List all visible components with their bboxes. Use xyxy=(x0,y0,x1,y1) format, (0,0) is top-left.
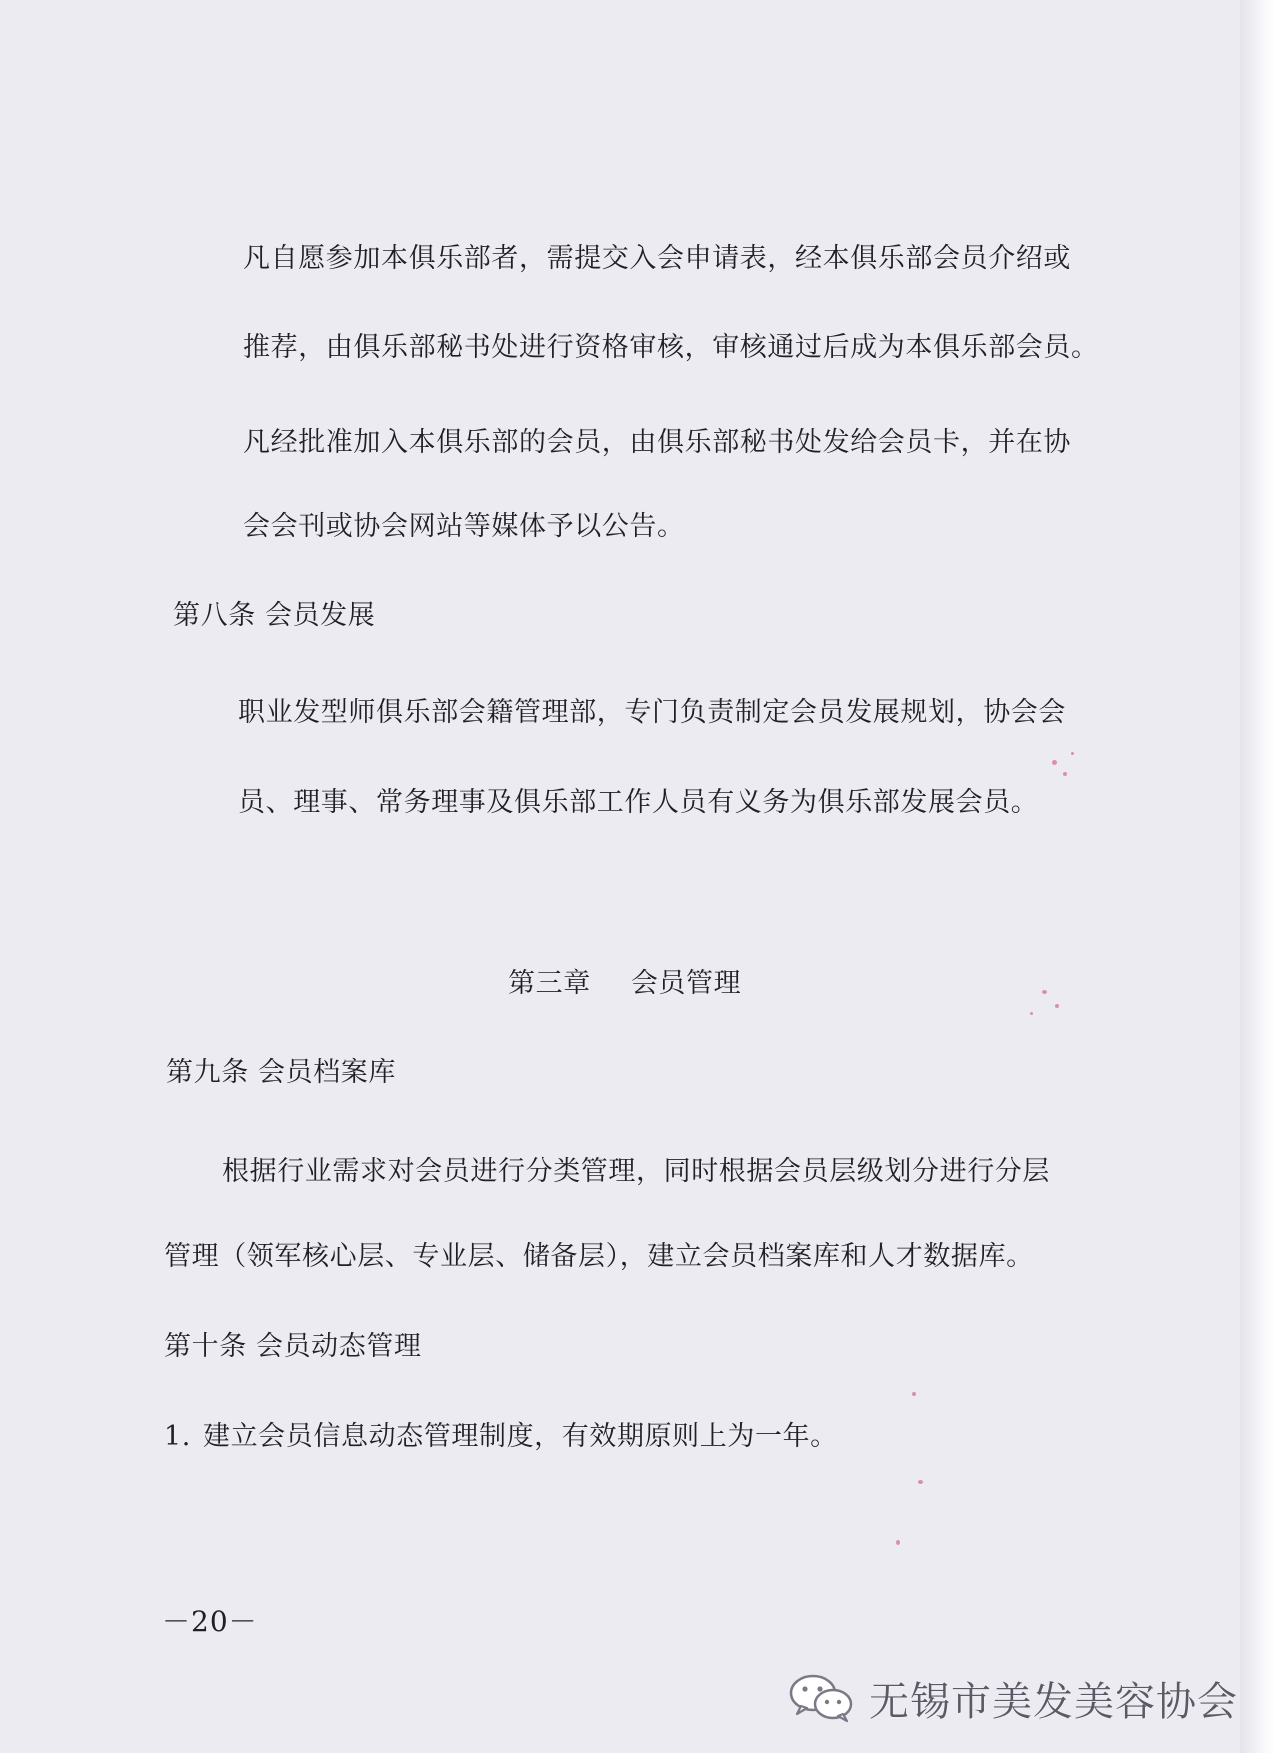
chapter-title: 会员管理 xyxy=(630,968,742,999)
watermark xyxy=(785,1668,1238,1728)
paragraph-line: 职业发型师俱乐部会籍管理部，专门负责制定会员发展规划，协会会 xyxy=(238,697,1066,728)
paragraph-line: 员、理事、常务理事及俱乐部工作人员有义务为俱乐部发展会员。 xyxy=(238,787,1039,818)
stamp-stain xyxy=(1071,752,1074,755)
stamp-stain xyxy=(1063,772,1067,776)
list-item xyxy=(164,1420,838,1454)
article-heading: 第八条 会员发展 xyxy=(173,600,376,631)
stamp-stain xyxy=(912,1392,916,1396)
paragraph-line: 管理（领军核心层、专业层、储备层），建立会员档案库和人才数据库。 xyxy=(164,1241,1034,1272)
list-item-text: 建立会员信息动态管理制度，有效期原则上为一年。 xyxy=(202,1421,838,1452)
stamp-stain xyxy=(1030,1012,1033,1015)
stamp-stain xyxy=(1042,990,1047,994)
list-item-number: 1. xyxy=(164,1421,191,1452)
article-heading: 第九条 会员档案库 xyxy=(166,1057,396,1088)
paragraph-line: 会会刊或协会网站等媒体予以公告。 xyxy=(243,511,685,542)
stamp-stain xyxy=(918,1480,923,1484)
chapter-number: 第三章 xyxy=(508,968,591,999)
page-edge xyxy=(1240,0,1275,1753)
page-number: －20－ xyxy=(162,1605,258,1638)
paragraph-line: 推荐，由俱乐部秘书处进行资格审核，审核通过后成为本俱乐部会员。 xyxy=(243,332,1099,363)
article-heading: 第十条 会员动态管理 xyxy=(164,1331,422,1362)
stamp-stain xyxy=(896,1540,900,1545)
chapter-heading xyxy=(508,967,741,1001)
stamp-stain xyxy=(1055,1004,1059,1008)
paragraph-line: 凡自愿参加本俱乐部者，需提交入会申请表，经本俱乐部会员介绍或 xyxy=(243,243,1071,274)
watermark-text: 无锡市美发美容协会 xyxy=(869,1678,1238,1725)
paragraph-line: 根据行业需求对会员进行分类管理，同时根据会员层级划分进行分层 xyxy=(222,1156,1050,1187)
stamp-stain xyxy=(1052,760,1057,765)
wechat-icon xyxy=(785,1672,857,1724)
paragraph-line: 凡经批准加入本俱乐部的会员，由俱乐部秘书处发给会员卡，并在协 xyxy=(243,427,1071,458)
